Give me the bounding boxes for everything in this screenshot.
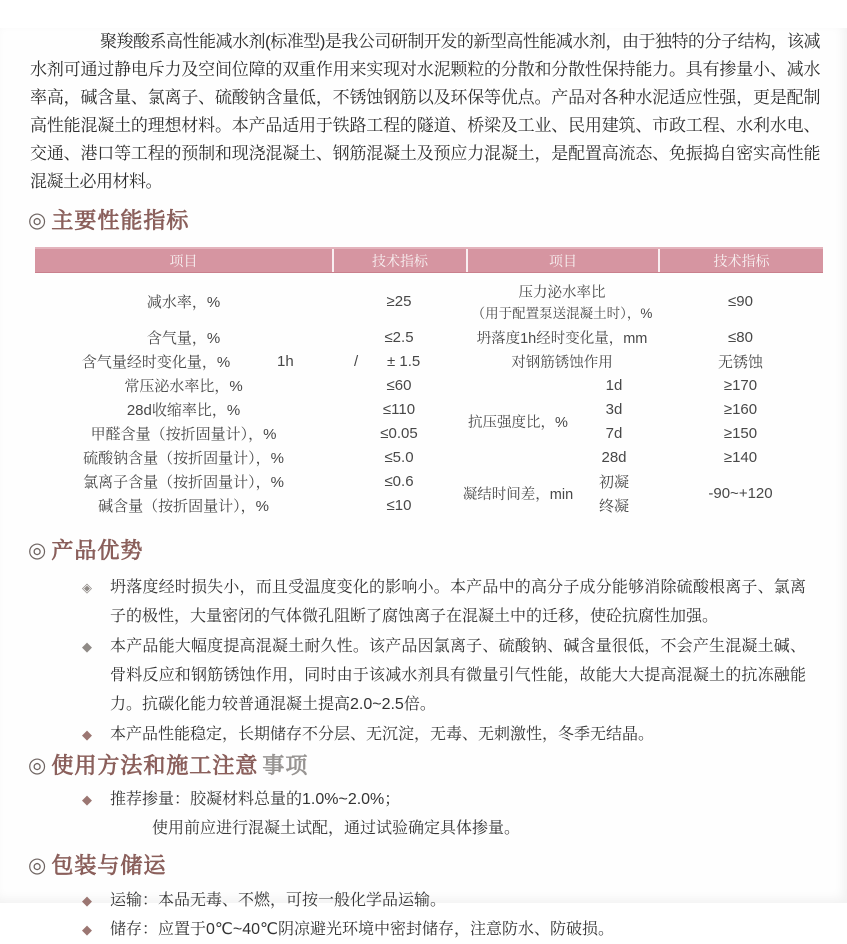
age-label: 7d: [605, 424, 623, 442]
item-label: [35, 351, 332, 372]
list-item-text: 运输：本品无毒、不燃，可按一般化学品运输。: [110, 892, 447, 909]
section-title: 主要性能指标: [51, 208, 190, 233]
table-row: [466, 277, 823, 325]
table-row: [466, 349, 823, 373]
item-label: 氯离子含量（按折固量计），%: [83, 473, 284, 491]
circle-marker-icon: ◎: [28, 854, 48, 877]
section-title: 产品优势: [51, 538, 144, 563]
table-row: [35, 277, 466, 325]
item-value: ≥170: [723, 376, 758, 394]
diamond-bullet-icon: ◆: [82, 893, 92, 908]
circle-marker-icon: ◎: [28, 209, 48, 232]
item-value: ≤0.05: [380, 424, 418, 442]
setting-time-group: [462, 469, 823, 517]
list-item-text: 坍落度经时损失小，而且受温度变化的影响小。本产品中的高分子成分能够消除硫酸根离子、氯离子的极性，大量密闭的气体微孔阻断了腐蚀离子在混凝土中的迁移，使砼抗腐性加强。: [110, 579, 806, 625]
item-value: ≤80: [728, 328, 753, 346]
item-label-line2: （用于配置泵送混凝土时），%: [471, 305, 653, 321]
table-row: [35, 493, 466, 517]
usage-list: [82, 785, 806, 843]
section-heading-advantages: [28, 538, 847, 564]
item-value: ≤10: [386, 496, 412, 514]
diamond-bullet-icon: ◈: [82, 580, 92, 595]
item-label: 碱含量（按折固量计），%: [98, 497, 269, 515]
item-value: -90~+120: [708, 484, 773, 502]
packaging-list: [82, 887, 806, 944]
list-item: [82, 632, 806, 719]
diamond-bullet-icon: ◆: [82, 922, 92, 937]
list-item: [82, 720, 806, 749]
trial-mix-text: 使用前应进行混凝土试配，通过试验确定具体掺量。: [152, 820, 521, 837]
item-label-text: 含气量经时变化量，%: [81, 353, 231, 371]
item-value: ≤5.0: [384, 448, 414, 466]
item-value: ≤60: [386, 376, 412, 394]
item-label: 坍落度1h经时变化量，mm: [476, 330, 648, 347]
table-header-cell: 项目: [169, 252, 198, 269]
section-heading-usage: [28, 753, 847, 779]
performance-table: [35, 247, 823, 517]
item-value: ≤2.5: [384, 328, 414, 346]
item-label: 28d收缩率比，%: [126, 401, 241, 419]
table-header-cell: 技术指标: [332, 249, 466, 272]
list-item: [82, 573, 806, 631]
item-value: [332, 353, 466, 370]
item-value: ≥160: [723, 400, 758, 418]
age-label: 28d: [601, 448, 627, 466]
item-time-label: 1h: [277, 352, 294, 370]
list-item-text: 本产品性能稳定，长期储存不分层、无沉淀，无毒、无刺激性，冬季无结晶。: [110, 726, 655, 743]
item-label: 减水率，%: [146, 293, 221, 311]
age-label: 1d: [605, 376, 623, 394]
item-value-slash: /: [354, 352, 359, 370]
group-ages: [570, 469, 658, 517]
item-label: [466, 281, 658, 322]
section-title-suffix: 事项: [262, 753, 309, 778]
table-row: [35, 469, 466, 493]
section-title-main: 使用方法和施工注意: [51, 753, 259, 778]
item-value: ≥140: [723, 448, 758, 466]
group-values: [658, 469, 823, 517]
item-value: ≤110: [382, 400, 416, 418]
table-row: [35, 373, 466, 397]
section-heading-packaging: [28, 853, 847, 879]
group-label: 抗压强度比，%: [468, 414, 568, 431]
table-body: [35, 273, 823, 517]
item-value: ≥150: [723, 424, 758, 442]
section-title: 包装与储运: [51, 853, 167, 878]
circle-marker-icon: ◎: [28, 754, 48, 777]
diamond-bullet-icon: ◆: [82, 727, 92, 742]
table-row: [466, 325, 823, 349]
advantages-list: [82, 573, 806, 749]
item-label: 硫酸钠含量（按折固量计），%: [83, 449, 284, 467]
setting-initial-label: 初凝: [598, 473, 629, 491]
item-label-line1: 压力泌水率比: [518, 284, 606, 301]
group-label: 凝结时间差，min: [462, 486, 574, 503]
table-row: [35, 445, 466, 469]
item-value-number: ± 1.5: [387, 352, 421, 370]
diamond-bullet-icon: ◆: [82, 639, 92, 654]
table-left-half: [35, 277, 466, 517]
group-ages: [570, 373, 658, 469]
list-item-text: 本产品能大幅度提高混凝土耐久性。该产品因氯离子、硫酸钠、碱含量很低，不会产生混凝土碱、骨料反应和钢筋锈蚀作用，同时由于该减水剂具有微量引气性能，故能大大提高混凝土的抗冻融能力。抗碳化能力较普通混凝土提高2.0~2.5倍。: [110, 638, 806, 713]
table-header-cell: 项目: [466, 249, 658, 272]
item-value: ≤90: [728, 292, 753, 310]
list-item-text: 储存：应置于0℃~40℃阴凉避光环境中密封储存，注意防水、防破损。: [110, 921, 614, 938]
table-header-row: [35, 247, 823, 273]
document-page: [0, 28, 847, 938]
table-row: [35, 397, 466, 421]
item-value: 无锈蚀: [717, 353, 763, 371]
dosage-text: 推荐掺量：胶凝材料总量的1.0%~2.0%；: [110, 791, 401, 808]
strength-ratio-group: [466, 373, 823, 469]
age-label: 3d: [605, 400, 623, 418]
item-label: 常压泌水率比，%: [124, 377, 243, 395]
group-values: [658, 373, 823, 469]
section-heading-performance: [28, 208, 847, 234]
intro-paragraph: 聚羧酸系高性能减水剂(标准型)是我公司研制开发的新型高性能减水剂，由于独特的分子结构，该减水剂可通过静电斥力及空间位障的双重作用来实现对水泥颗粒的分散和分散性保持能力。具有掺量小、减水率高，碱含量、氯离子、硫酸钠含量低，不锈蚀钢筋以及环保等优点。产品对各种水泥适应性强，更是配制高性能混凝土的理想材料。本产品适用于铁路工程的隧道、桥梁及工业、民用建筑、市政工程、水利水电、交通、港口等工程的预制和现浇混凝土、钢筋混凝土及预应力混凝土，是配置高流态、免振捣自密实高性能混凝土必用材料。: [30, 32, 820, 191]
item-value: ≤0.6: [384, 472, 414, 490]
table-header-cell: 技术指标: [658, 249, 823, 272]
table-row: [35, 349, 466, 373]
list-item: [82, 785, 806, 843]
item-label: 含气量，%: [146, 329, 221, 347]
table-row: [35, 421, 466, 445]
table-row: [35, 325, 466, 349]
diamond-bullet-icon: ◆: [82, 792, 92, 807]
setting-final-label: 终凝: [598, 497, 629, 515]
item-label: 甲醛含量（按折固量计），%: [90, 425, 277, 443]
item-label: 对钢筋锈蚀作用: [511, 354, 613, 371]
table-right-half: [462, 277, 823, 517]
circle-marker-icon: ◎: [28, 539, 48, 562]
item-value: ≥25: [386, 292, 412, 310]
list-item-text: [110, 785, 806, 843]
list-item: [82, 887, 806, 915]
list-item: [82, 916, 806, 944]
